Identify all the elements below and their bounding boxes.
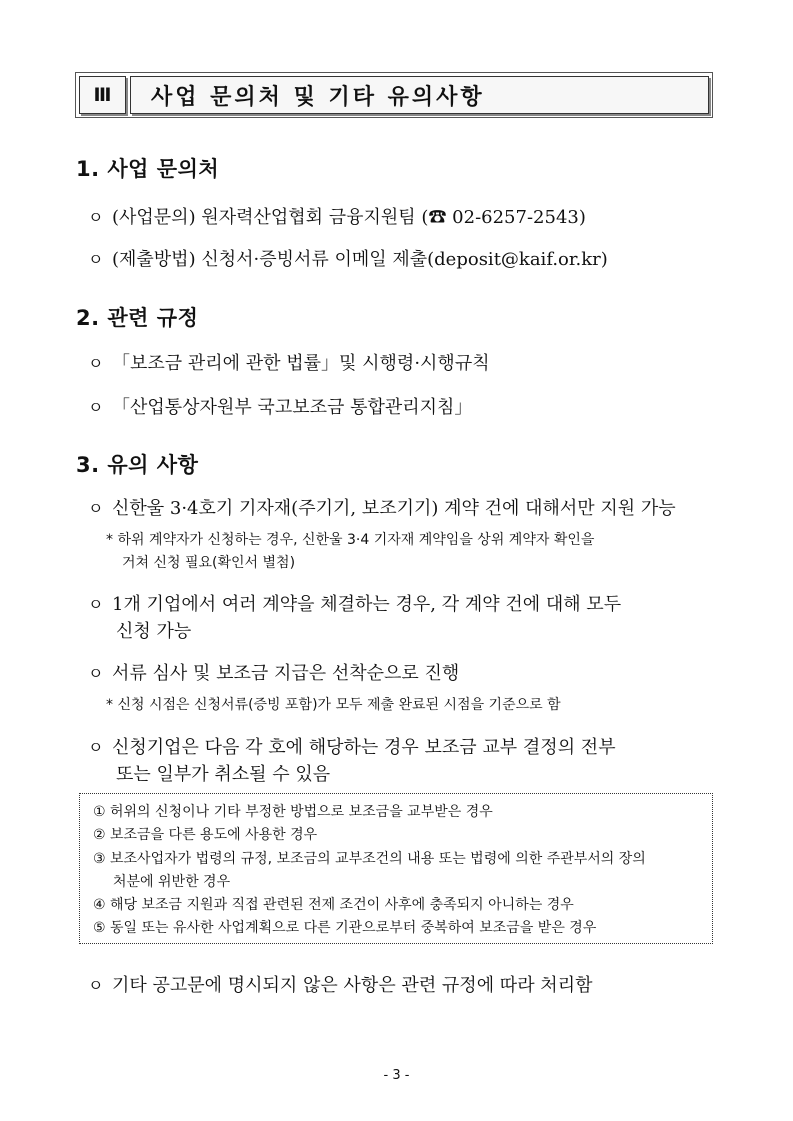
heading-regulations: 2. 관련 규정 — [76, 306, 199, 330]
item-text-continued: 신청 가능 — [116, 621, 192, 642]
note-text: * 신청 시점은 신청서류(증빙 포함)가 모두 제출 완료된 시점을 기준으로 함 — [106, 697, 561, 713]
list-item — [88, 245, 608, 271]
bullet-marker: ㅇ — [88, 738, 104, 757]
condition-item: ④ 해당 보조금 지원과 직접 관련된 전제 조건이 사후에 충족되지 아니하는 경우 — [93, 897, 574, 913]
condition-item: ⑤ 동일 또는 유사한 사업계획으로 다른 기관으로부터 중복하여 보조금을 받은 경우 — [93, 920, 597, 936]
list-item — [88, 590, 621, 616]
item-text: 1개 기업에서 여러 계약을 체결하는 경우, 각 계약 건에 대해 모두 — [112, 594, 622, 615]
section-number: Ⅲ — [79, 76, 126, 114]
note-text: * 하위 계약자가 신청하는 경우, 신한울 3·4 기자재 계약임을 상위 계약자 확인을 — [106, 532, 595, 548]
bullet-marker: ㅇ — [88, 354, 104, 373]
condition-item: ① 허위의 신청이나 기타 부정한 방법으로 보조금을 교부받은 경우 — [93, 804, 493, 820]
list-item — [88, 971, 592, 997]
list-item — [88, 733, 616, 759]
item-text: 「산업통상자원부 국고보조금 통합관리지침」 — [112, 397, 473, 418]
heading-notes: 3. 유의 사항 — [76, 453, 199, 477]
item-text: 기타 공고문에 명시되지 않은 사항은 관련 규정에 따라 처리함 — [112, 975, 593, 996]
item-text: 「보조금 관리에 관한 법률」및 시행령·시행규칙 — [112, 353, 490, 374]
item-text-continued: 또는 일부가 취소될 수 있음 — [116, 764, 331, 785]
list-item — [88, 203, 586, 229]
bullet-marker: ㅇ — [88, 398, 104, 417]
bullet-marker: ㅇ — [88, 499, 104, 518]
item-text: 서류 심사 및 보조금 지급은 선착순으로 진행 — [112, 663, 460, 684]
item-text: 신청기업은 다음 각 호에 해당하는 경우 보조금 교부 결정의 전부 — [112, 737, 616, 758]
item-text: 신한울 3·4호기 기자재(주기기, 보조기기) 계약 건에 대해서만 지원 가능 — [112, 498, 676, 519]
section-title: 사업 문의처 및 기타 유의사항 — [130, 76, 709, 114]
page-number: - 3 - — [383, 1068, 410, 1083]
bullet-marker: ㅇ — [88, 250, 104, 269]
condition-item: ② 보조금을 다른 용도에 사용한 경우 — [93, 827, 318, 843]
list-item — [88, 349, 490, 375]
bullet-marker: ㅇ — [88, 208, 104, 227]
note-text: 거쳐 신청 필요(확인서 별첨) — [122, 555, 296, 571]
heading-contact: 1. 사업 문의처 — [76, 157, 220, 181]
condition-item: ③ 보조사업자가 법령의 규정, 보조금의 교부조건의 내용 또는 법령에 의한 주관부서의 장의 — [93, 851, 646, 867]
list-item — [88, 659, 459, 685]
bullet-marker: ㅇ — [88, 664, 104, 683]
bullet-marker: ㅇ — [88, 976, 104, 995]
bullet-marker: ㅇ — [88, 595, 104, 614]
list-item — [88, 393, 472, 419]
section-header — [75, 72, 713, 118]
item-text: (제출방법) 신청서·증빙서류 이메일 제출(deposit@kaif.or.kr) — [112, 249, 608, 270]
condition-item-continued: 처분에 위반한 경우 — [113, 874, 231, 890]
list-item — [88, 494, 676, 520]
item-text: (사업문의) 원자력산업협회 금융지원팀 (☎ 02-6257-2543) — [112, 207, 586, 228]
